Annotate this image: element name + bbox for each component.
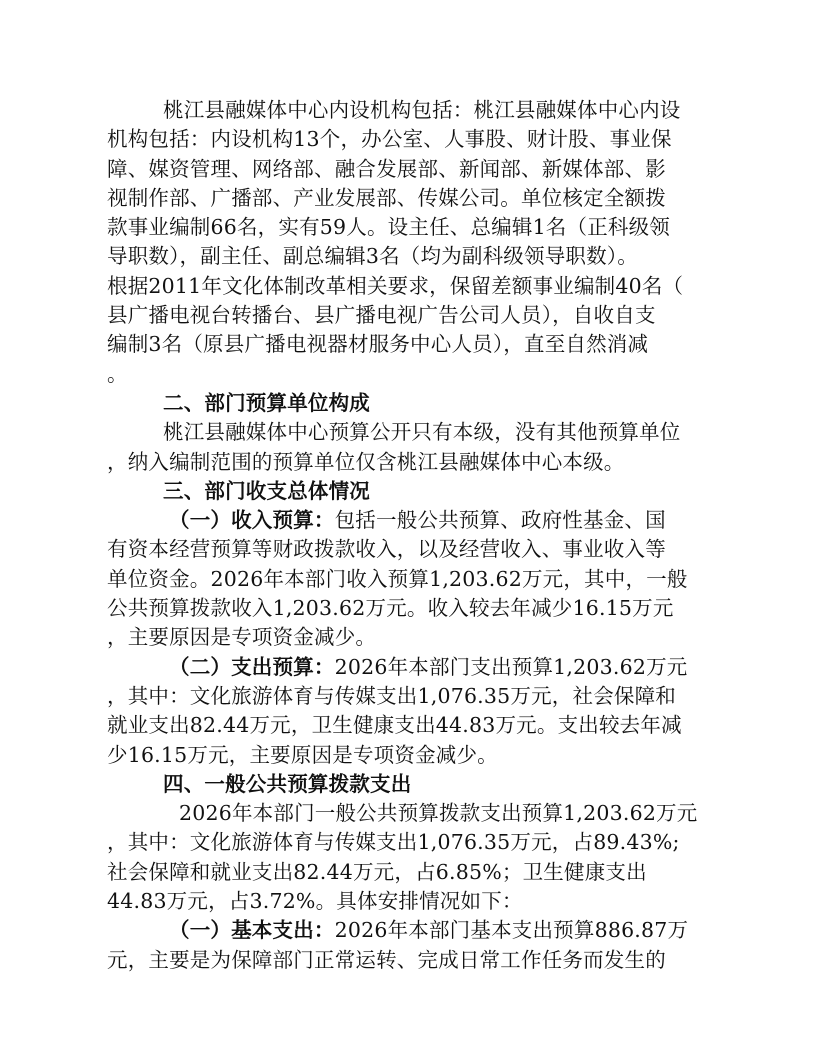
paragraph-line: 桃江县融媒体中心预算公开只有本级，没有其他预算单位 [163, 420, 681, 445]
paragraph-line: 机构包括：内设机构13个，办公室、人事股、财计股、事业保 [107, 127, 672, 152]
lead-text-basic: 2026年本部门基本支出预算886.87万 [334, 918, 689, 943]
lead-text-expense: 2026年本部门支出预算1,203.62万元 [334, 654, 688, 679]
paragraph-line: 元，主要是为保障部门正常运转、完成日常工作任务而发生的 [107, 947, 666, 972]
section-heading-4: 四、一般公共预算拨款支出 [163, 771, 412, 796]
document-page [107, 96, 707, 975]
paragraph-line: 障、媒资管理、网络部、融合发展部、新闻部、新媒体部、影 [107, 156, 666, 181]
paragraph-line: 社会保障和就业支出82.44万元，占6.85%；卫生健康支出 [107, 859, 647, 884]
lead-label-expense: （二）支出预算： [169, 654, 335, 679]
paragraph-line: ，其中：文化旅游体育与传媒支出1,076.35万元，占89.43%; [107, 830, 680, 855]
paragraph-line: 。 [107, 361, 128, 386]
paragraph-line: 44.83万元，占3.72%。具体安排情况如下： [107, 889, 523, 914]
section-heading-3: 三、部门收支总体情况 [163, 478, 370, 503]
paragraph-line: 款事业编制66名，实有59人。设主任、总编辑1名（正科级领 [107, 215, 671, 240]
lead-label-income: （一）收入预算： [169, 508, 335, 533]
lead-line-basic [107, 916, 707, 945]
lead-line-income [107, 506, 707, 535]
paragraph-line: 视制作部、广播部、产业发展部、传媒公司。单位核定全额拨 [107, 185, 666, 210]
paragraph-line: 少16.15万元，主要原因是专项资金减少。 [107, 742, 498, 767]
paragraph-line: ，主要原因是专项资金减少。 [107, 625, 377, 650]
paragraph-line: 导职数），副主任、副总编辑3名（均为副科级领导职数）。 [107, 244, 638, 269]
paragraph-line: 编制3名（原县广播电视器材服务中心人员），直至自然消减 [107, 332, 649, 357]
lead-text-income: 包括一般公共预算、政府性基金、国 [334, 508, 666, 533]
paragraph-line: 有资本经营预算等财政拨款收入，以及经营收入、事业收入等 [107, 537, 666, 562]
lead-label-basic: （一）基本支出： [169, 918, 335, 943]
paragraph-line: ，纳入编制范围的预算单位仅含桃江县融媒体中心本级。 [107, 449, 625, 474]
paragraph-line: 2026年本部门一般公共预算拨款支出预算1,203.62万元 [179, 801, 698, 826]
paragraph-line: 公共预算拨款收入1,203.62万元。收入较去年减少16.15万元 [107, 596, 674, 621]
paragraph-line: 单位资金。2026年本部门收入预算1,203.62万元，其中，一般 [107, 566, 688, 591]
paragraph-line: 县广播电视台转播台、县广播电视广告公司人员），自收自支 [107, 303, 656, 328]
paragraph-line: 根据2011年文化体制改革相关要求，保留差额事业编制40名（ [107, 273, 684, 298]
paragraph-line: 桃江县融媒体中心内设机构包括：桃江县融媒体中心内设 [163, 98, 681, 122]
section-heading-2: 二、部门预算单位构成 [163, 390, 370, 415]
paragraph-line: ，其中：文化旅游体育与传媒支出1,076.35万元，社会保障和 [107, 683, 676, 708]
paragraph-line: 就业支出82.44万元，卫生健康支出44.83万元。支出较去年减 [107, 713, 682, 738]
lead-line-expense [107, 653, 707, 682]
